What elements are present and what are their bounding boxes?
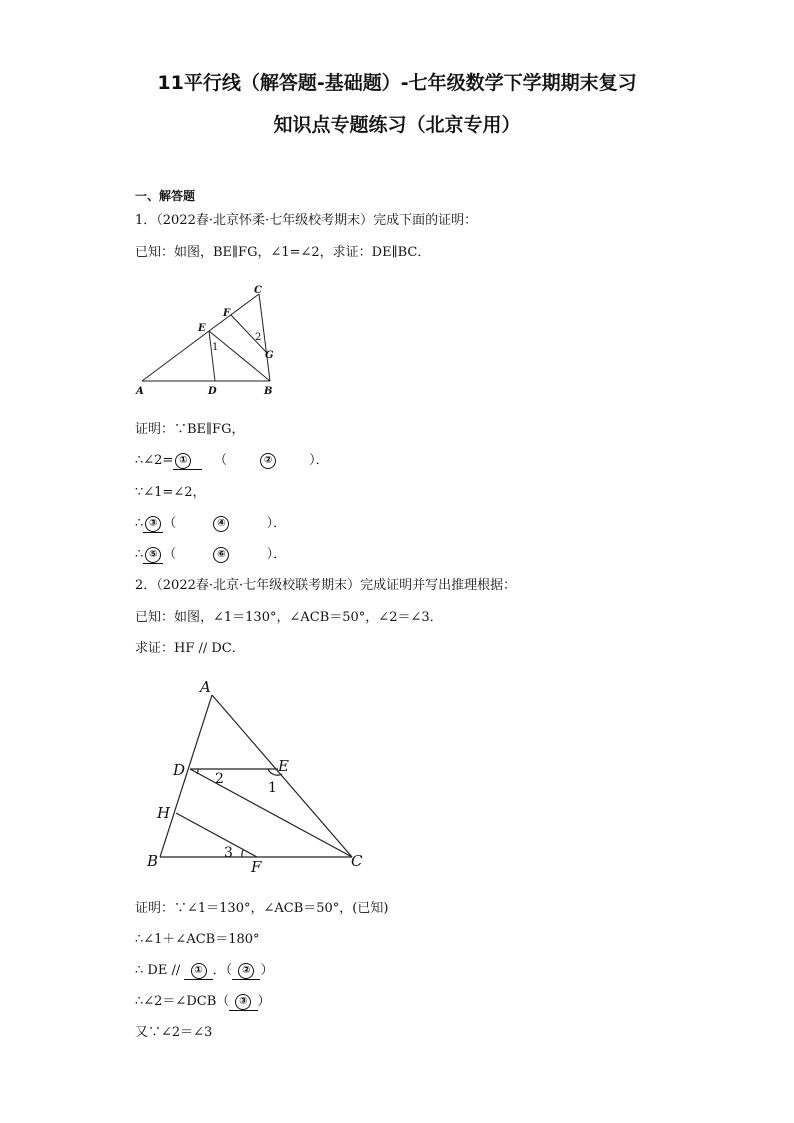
- fig2-label-B: B: [147, 852, 159, 870]
- q2-proof-line3: ∴ DE // ① ．（ ② ）: [135, 963, 274, 978]
- fig2-angle2: 2: [215, 771, 224, 787]
- fig1-label-D: D: [208, 386, 217, 397]
- doc-title-line2: 知识点专题练习（北京专用）: [273, 114, 521, 136]
- q1-proof-line2: ∴∠2= ① （ ② ）．: [135, 453, 329, 468]
- q2-given: 已知：如图，∠1＝130°，∠ACB＝50°，∠2＝∠3．: [135, 610, 443, 625]
- q2-proof-line5: 又∵∠2＝∠3: [135, 1025, 213, 1040]
- q1-proof-line3: ∵∠1=∠2，: [135, 485, 206, 500]
- fig2-angle3: 3: [224, 845, 233, 861]
- fig1-angle2: 2: [255, 332, 262, 343]
- q2-proof-line1: 证明：∵∠1＝130°，∠ACB＝50°，(已知): [135, 901, 389, 916]
- q2-figure: [140, 672, 380, 882]
- q2-proof-line2: ∴∠1＋∠ACB＝180°: [135, 932, 260, 947]
- blank-q2-1[interactable]: ①: [184, 963, 212, 981]
- fig2-label-E: E: [278, 757, 289, 775]
- section-heading: 一、解答题: [135, 189, 196, 203]
- q1-proof-line1: 证明：∵BE∥FG，: [135, 422, 245, 437]
- q1-given: 已知：如图，BE∥FG，∠1=∠2，求证：DE∥BC．: [135, 245, 431, 260]
- q1-proof-line4: ∴ ③ （ ④ ）．: [135, 516, 287, 531]
- q2-header: 2．（2022春·北京·七年级校联考期末）完成证明并写出推理根据：: [135, 578, 517, 593]
- fig2-label-D: D: [173, 761, 186, 779]
- fig1-label-A: A: [136, 386, 144, 397]
- fig1-label-G: G: [265, 350, 274, 361]
- blank-q2-2[interactable]: ②: [232, 963, 260, 981]
- blank-2[interactable]: ②: [260, 453, 276, 469]
- doc-title-line1: 11平行线（解答题-基础题）-七年级数学下学期期末复习: [157, 72, 637, 94]
- blank-1[interactable]: ①: [173, 453, 201, 471]
- fig2-angle1: 1: [268, 780, 277, 796]
- fig1-label-C: C: [254, 285, 262, 296]
- fig1-angle1: 1: [212, 342, 219, 353]
- blank-4[interactable]: ④: [213, 516, 229, 532]
- fig1-label-F: F: [223, 308, 231, 319]
- q1-figure: [130, 280, 290, 400]
- fig2-label-F: F: [251, 858, 262, 876]
- fig1-label-B: B: [264, 386, 273, 397]
- blank-q2-3[interactable]: ③: [229, 994, 257, 1012]
- blank-6[interactable]: ⑥: [213, 547, 229, 563]
- blank-3[interactable]: ③: [143, 516, 163, 534]
- q2-proof-line4: ∴∠2＝∠DCB（ ③ ）: [135, 994, 271, 1009]
- q2-prove: 求证：HF // DC．: [135, 641, 245, 656]
- q1-proof-line5: ∴ ⑤ （ ⑥ ）．: [135, 547, 287, 562]
- blank-5[interactable]: ⑤: [143, 547, 163, 565]
- q1-header: 1．（2022春·北京怀柔·七年级校考期末）完成下面的证明：: [135, 213, 478, 228]
- fig1-label-E: E: [198, 323, 206, 334]
- fig2-label-C: C: [351, 852, 363, 870]
- fig2-label-H: H: [157, 804, 171, 822]
- fig2-label-A: A: [200, 678, 211, 696]
